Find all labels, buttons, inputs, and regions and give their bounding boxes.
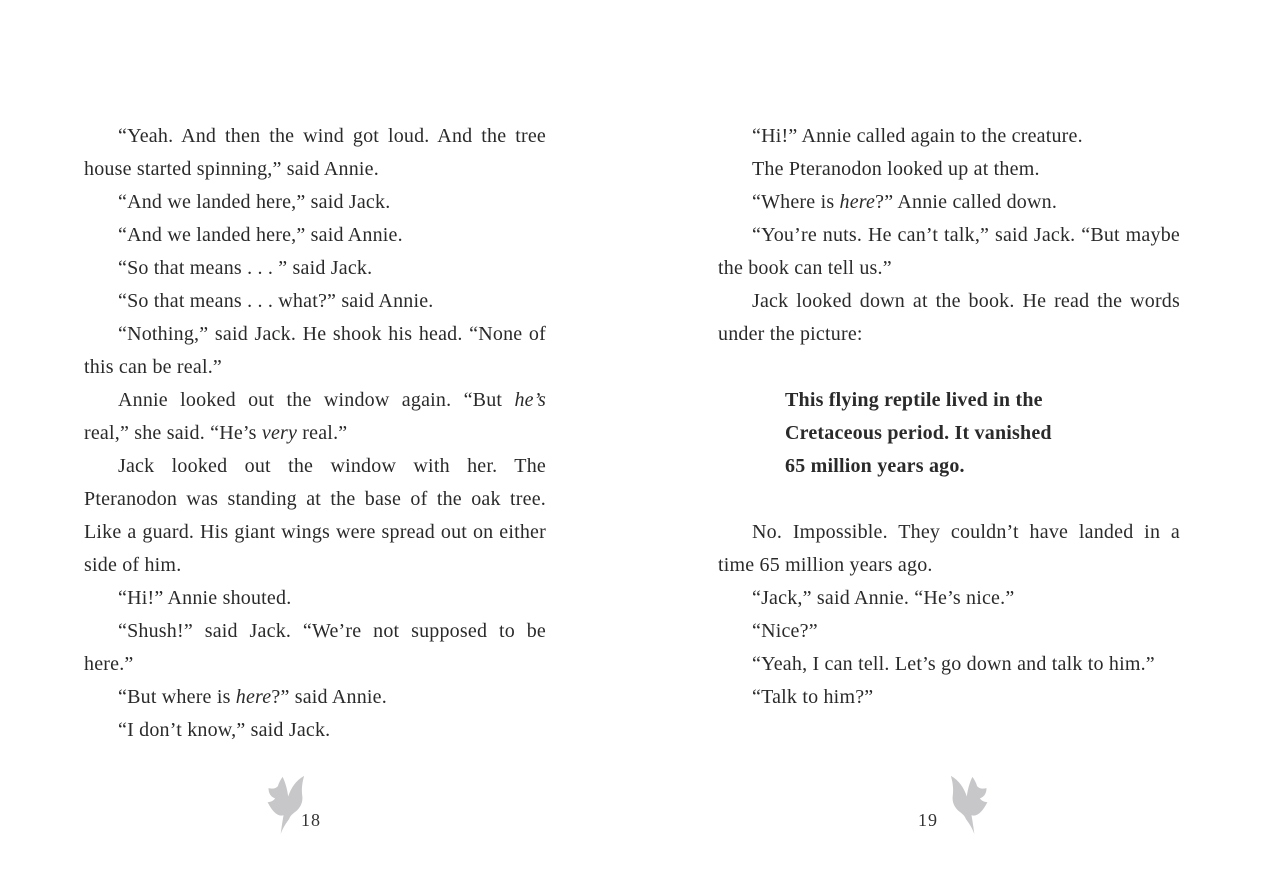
quote-line: Cretaceous period. It vanished	[785, 422, 1052, 444]
paragraph: Jack looked down at the book. He read the words under the picture:	[718, 290, 1180, 345]
paragraph: “Hi!” Annie called again to the creature.	[752, 125, 1083, 147]
paragraph: “Shush!” said Jack. “We’re not supposed to be here.”	[84, 620, 546, 675]
left-page-text	[84, 120, 546, 747]
paragraph: “But where is here?” said Annie.	[118, 686, 387, 708]
paragraph: “And we landed here,” said Jack.	[118, 191, 391, 213]
page-number: 18	[301, 810, 321, 830]
paragraph: Annie looked out the window again. “But he’s real,” she said. “He’s very real.”	[84, 389, 546, 444]
quote-line: 65 million years ago.	[785, 455, 965, 477]
paragraph: “Where is here?” Annie called down.	[752, 191, 1058, 213]
paragraph: “Nothing,” said Jack. He shook his head. “None of this can be real.”	[84, 323, 546, 378]
quote-line: This flying reptile lived in the	[785, 389, 1043, 411]
paragraph: “So that means . . . what?” said Annie.	[118, 290, 434, 312]
paragraph: “Talk to him?”	[752, 686, 874, 708]
paragraph: No. Impossible. They couldn’t have landed in a time 65 million years ago.	[718, 521, 1180, 576]
book-excerpt-quote	[785, 384, 1180, 483]
paragraph: “And we landed here,” said Annie.	[118, 224, 403, 246]
paragraph: “So that means . . . ” said Jack.	[118, 257, 373, 279]
paragraph: “Jack,” said Annie. “He’s nice.”	[752, 587, 1015, 609]
pteranodon-icon	[936, 774, 992, 834]
paragraph: Jack looked out the window with her. The Pteranodon was standing at the base of the oak tree. Like a guard. His giant wings were spread out on either side of him.	[84, 455, 546, 576]
paragraph: “Yeah, I can tell. Let’s go down and talk to him.”	[752, 653, 1155, 675]
right-page-text	[718, 120, 1180, 714]
paragraph: “Hi!” Annie shouted.	[118, 587, 292, 609]
paragraph: “Nice?”	[752, 620, 818, 642]
paragraph: “Yeah. And then the wind got loud. And the tree house started spinning,” said Annie.	[84, 125, 546, 180]
paragraph: The Pteranodon looked up at them.	[752, 158, 1040, 180]
paragraph: “I don’t know,” said Jack.	[118, 719, 331, 741]
page-number: 19	[918, 810, 938, 830]
right-page	[632, 0, 1264, 874]
paragraph: “You’re nuts. He can’t talk,” said Jack. “But maybe the book can tell us.”	[718, 224, 1180, 279]
